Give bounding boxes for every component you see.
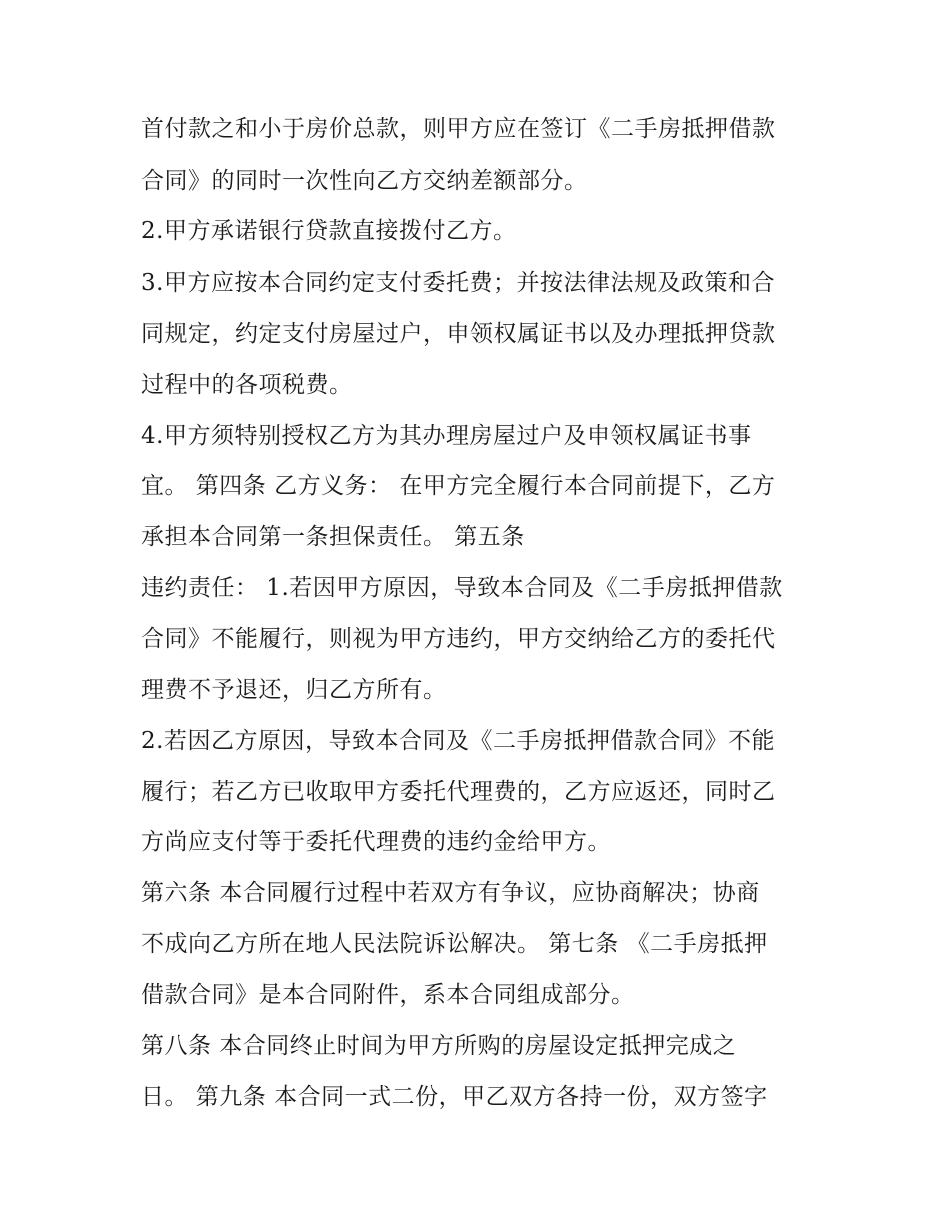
text-line: 首付款之和小于房价总款，则甲方应在签订《二手房抵押借款 (141, 116, 776, 142)
text-line: 4.甲方须特别授权乙方为其办理房屋过户及申领权属证书事 (141, 423, 752, 449)
text-line: 合同》的同时一次性向乙方交纳差额部分。 (141, 168, 588, 194)
text-line: 第八条 本合同终止时间为甲方所购的房屋设定抵押完成之 (141, 1033, 737, 1059)
text-line: 理费不予退还，归乙方所有。 (141, 677, 447, 703)
text-line: 3.甲方应按本合同约定支付委托费；并按法律法规及政策和合 (141, 270, 775, 296)
text-line: 同规定，约定支付房屋过户，申领权属证书以及办理抵押贷款 (141, 321, 776, 347)
text-line: 承担本合同第一条担保责任。 第五条 (141, 524, 525, 550)
text-line: 2.甲方承诺银行贷款直接拨付乙方。 (141, 218, 517, 244)
text-line: 合同》不能履行，则视为甲方违约，甲方交纳给乙方的委托代 (141, 626, 776, 652)
text-line: 第六条 本合同履行过程中若双方有争议，应协商解决；协商 (141, 880, 760, 906)
text-line: 宜。 第四条 乙方义务： 在甲方完全履行本合同前提下，乙方 (141, 473, 776, 499)
text-line: 借款合同》是本合同附件，系本合同组成部分。 (141, 982, 635, 1008)
text-line: 过程中的各项税费。 (141, 372, 353, 398)
text-line: 日。 第九条 本合同一式二份，甲乙双方各持一份，双方签字 (141, 1084, 768, 1110)
text-line: 履行；若乙方已收取甲方委托代理费的，乙方应返还，同时乙 (141, 779, 776, 805)
text-line: 方尚应支付等于委托代理费的违约金给甲方。 (141, 829, 611, 855)
text-line: 2.若因乙方原因，导致本合同及《二手房抵押借款合同》不能 (141, 728, 775, 754)
text-line: 不成向乙方所在地人民法院诉讼解决。 第七条 《二手房抵押 (141, 931, 768, 957)
text-line: 违约责任： 1.若因甲方原因，导致本合同及《二手房抵押借款 (141, 575, 783, 601)
